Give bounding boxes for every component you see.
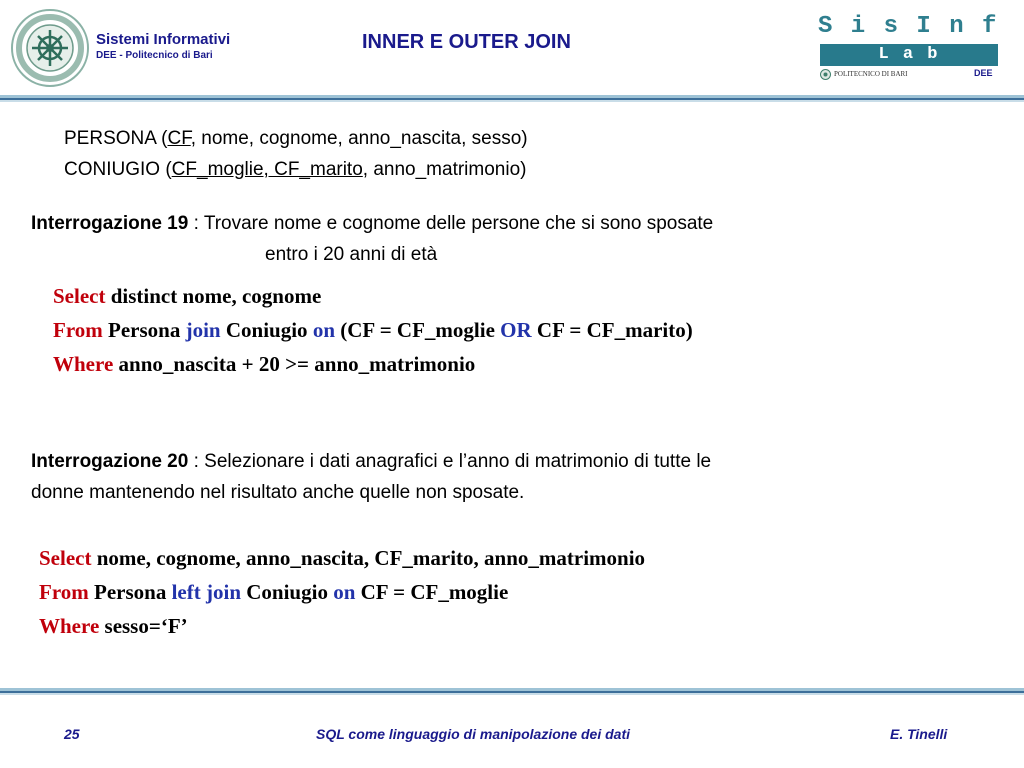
q19-where-line — [53, 352, 475, 377]
where-condition: anno_nascita + 20 >= anno_matrimonio — [113, 352, 476, 376]
join-condition-a: (CF = CF_moglie — [335, 318, 501, 342]
logo-lab-band: L a b — [820, 44, 998, 66]
schema-coniugio — [64, 159, 526, 181]
select-keyword: Select — [39, 546, 92, 570]
join-condition: CF = CF_moglie — [355, 580, 509, 604]
join-condition-b: CF = CF_marito) — [531, 318, 693, 342]
q19-description-line1 — [31, 213, 713, 235]
on-keyword: on — [312, 318, 335, 342]
where-condition: sesso=‘F’ — [99, 614, 188, 638]
q20-from-line — [39, 580, 508, 605]
logo-letters: S i s I n f — [818, 13, 999, 40]
q19-description-line2: entro i 20 anni di età — [265, 244, 438, 265]
select-columns: nome, cognome, anno_nascita, CF_marito, anno_matrimonio — [91, 546, 646, 570]
q20-description-line2: donne mantenendo nel risultato anche quelle non sposate. — [31, 482, 525, 503]
persona-prefix: PERSONA ( — [64, 128, 168, 149]
left-join-keyword: left join — [171, 580, 241, 604]
q20-text: : Selezionare i dati anagrafici e l’anno di matrimonio di tutte le — [188, 451, 712, 472]
select-columns: distinct nome, cognome — [105, 284, 322, 308]
sisinf-lab-logo — [818, 14, 998, 86]
footer-divider — [0, 688, 1024, 695]
join-table: Coniugio — [220, 318, 313, 342]
from-keyword: From — [39, 580, 89, 604]
q19-label: Interrogazione 19 — [31, 213, 189, 234]
q19-select-line — [53, 284, 321, 309]
q20-label: Interrogazione 20 — [31, 451, 189, 472]
select-keyword: Select — [53, 284, 106, 308]
page-number: 25 — [64, 726, 80, 742]
brand-subtitle: DEE - Politecnico di Bari — [96, 50, 213, 61]
from-table: Persona — [88, 580, 172, 604]
join-keyword: join — [185, 318, 221, 342]
coniugio-rest: , anno_matrimonio) — [362, 159, 527, 180]
where-keyword: Where — [53, 352, 114, 376]
logo-dee: DEE — [974, 68, 993, 78]
coniugio-key: CF_moglie, CF_marito — [171, 159, 363, 180]
join-table: Coniugio — [241, 580, 334, 604]
university-seal-logo — [10, 8, 90, 88]
q19-text: : Trovare nome e cognome delle persone che si sono sposate — [188, 213, 714, 234]
persona-rest: , nome, cognome, anno_nascita, sesso) — [190, 128, 528, 149]
logo-politecnico: POLITECNICO DI BARI — [834, 70, 908, 78]
q20-description-line1 — [31, 451, 711, 473]
schema-persona — [64, 128, 528, 150]
footer-title: SQL come linguaggio di manipolazione dei dati — [316, 726, 630, 742]
on-keyword: on — [333, 580, 356, 604]
where-keyword: Where — [39, 614, 100, 638]
footer-author: E. Tinelli — [890, 726, 948, 742]
or-keyword: OR — [500, 318, 532, 342]
persona-key: CF — [167, 128, 191, 149]
seal-mini-icon — [820, 69, 831, 80]
from-keyword: From — [53, 318, 103, 342]
from-table: Persona — [102, 318, 186, 342]
q20-where-line — [39, 614, 188, 639]
header-divider — [0, 95, 1024, 102]
coniugio-prefix: CONIUGIO ( — [64, 159, 172, 180]
q20-select-line — [39, 546, 645, 571]
q19-from-line — [53, 318, 693, 343]
brand-title: Sistemi Informativi — [96, 31, 231, 48]
slide-title: INNER E OUTER JOIN — [362, 31, 571, 53]
